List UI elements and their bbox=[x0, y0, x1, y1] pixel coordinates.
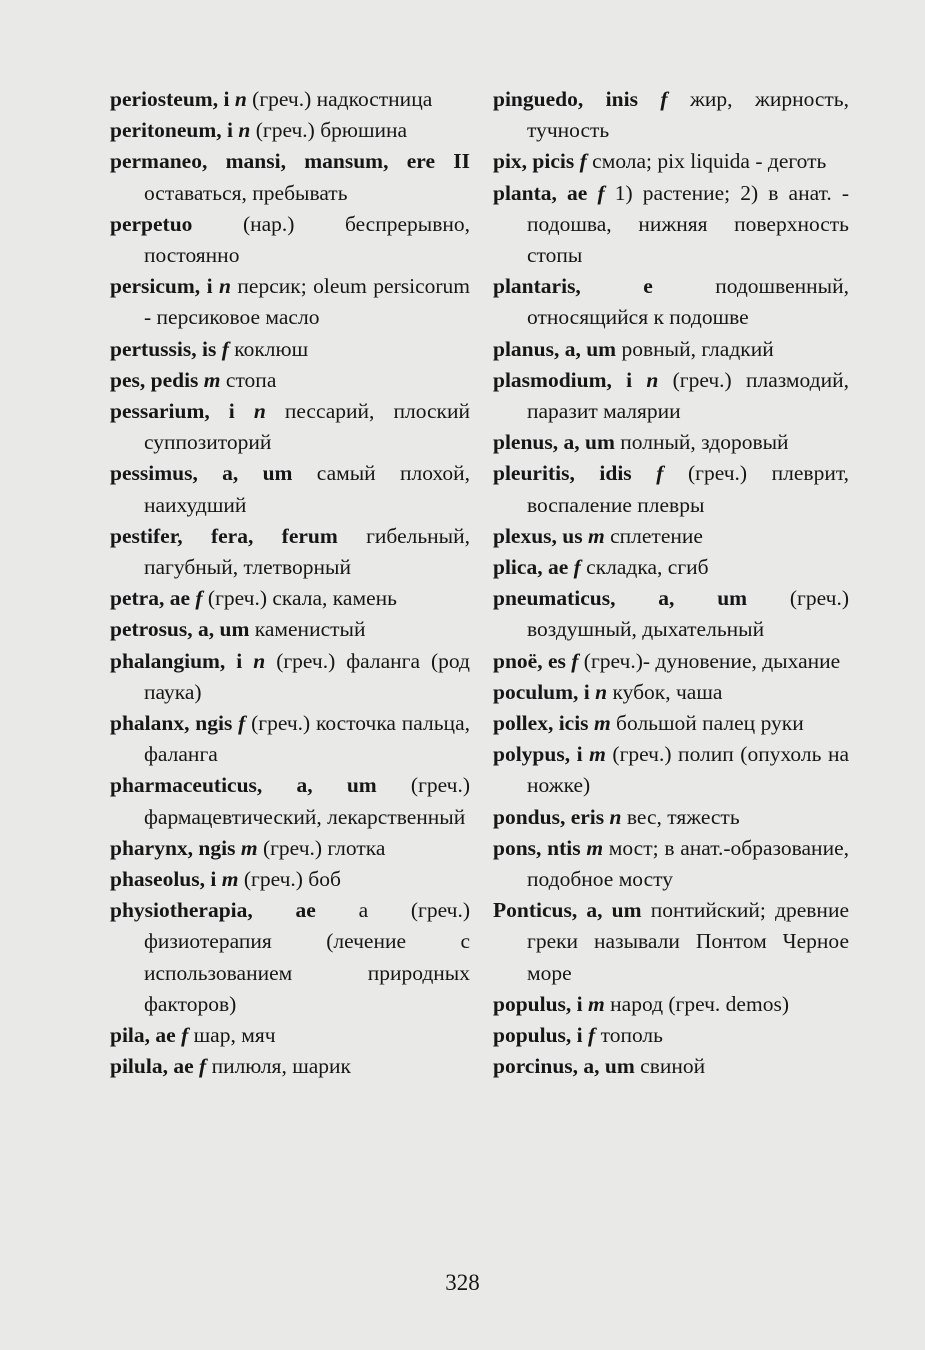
dictionary-entry: pharmaceuticus, a, um (греч.) фармацевтический, лекарственный bbox=[110, 773, 470, 829]
dictionary-entry: perpetuo (нар.) беспрерывно, постоянно bbox=[110, 211, 470, 268]
dictionary-entry: petra, ae f (греч.) скала, камень bbox=[110, 586, 397, 611]
dictionary-entry: peritoneum, i n (греч.) брюшина bbox=[110, 118, 408, 143]
dictionary-entry: planta, ae f 1) растение; 2) в анат. - подошва, нижняя поверхность стопы bbox=[493, 180, 850, 268]
dictionary-entry: pessarium, i n пессарий, плоский суппозиторий bbox=[110, 399, 470, 455]
dictionary-entry: polypus, i m (греч.) полип (опухоль на ножке) bbox=[493, 742, 849, 798]
dictionary-entry: pneumaticus, a, um (греч.) воздушный, дыхательный bbox=[493, 586, 849, 642]
dictionary-entry: petrosus, a, um каменистый bbox=[110, 617, 366, 642]
dictionary-entry: poculum, i n кубок, чаша bbox=[493, 679, 723, 704]
dictionary-entry: pnoë, es f (греч.)- дуновение, дыхание bbox=[493, 648, 841, 673]
right-column bbox=[493, 84, 849, 1083]
page-number: 328 bbox=[445, 1270, 480, 1295]
left-column bbox=[110, 84, 470, 1083]
dictionary-entry: pondus, eris n вес, тяжесть bbox=[493, 804, 740, 829]
dictionary-entry: permaneo, mansi, mansum, ere II оставаться, пребывать bbox=[110, 149, 470, 205]
dictionary-entry: pestifer, fera, ferum гибельный, пагубный, тлетворный bbox=[110, 523, 470, 580]
dictionary-entry: pollex, icis m большой палец руки bbox=[493, 711, 804, 736]
dictionary-entry: Ponticus, a, um понтийский; древние греки называли Понтом Черное море bbox=[493, 898, 849, 985]
dictionary-entry: planus, a, um ровный, гладкий bbox=[493, 336, 774, 361]
dictionary-entry: pinguedo, inis f жир, жирность, тучность bbox=[493, 87, 849, 143]
dictionary-entry: pes, pedis m стопа bbox=[110, 367, 277, 392]
dictionary-entry: pila, ae f шар, мяч bbox=[110, 1023, 276, 1048]
dictionary-entry: pertussis, is f коклюш bbox=[110, 336, 309, 361]
dictionary-entry: phaseolus, i m (греч.) боб bbox=[110, 867, 341, 892]
dictionary-entry: plasmodium, i n (греч.) плазмодий, паразит малярии bbox=[493, 367, 849, 424]
dictionary-entry: periosteum, i n (греч.) надкостница bbox=[110, 87, 433, 111]
dictionary-entry: phalanx, ngis f (греч.) косточка пальца, фаланга bbox=[110, 711, 470, 767]
dictionary-entry: plantaris, e подошвенный, относящийся к подошве bbox=[493, 274, 849, 330]
dictionary-entry: plenus, a, um полный, здоровый bbox=[493, 430, 789, 455]
dictionary-entry: populus, i m народ (греч. demos) bbox=[493, 991, 789, 1016]
dictionary-entry: plexus, us m сплетение bbox=[493, 523, 703, 548]
dictionary-entry: physiotherapia, ae а (греч.) физиотерапия (лечение с использованием природных факторов) bbox=[110, 898, 470, 1016]
dictionary-entry: porcinus, a, um свиной bbox=[493, 1054, 706, 1079]
dictionary-entry: pix, picis f смола; pix liquida - деготь bbox=[493, 149, 827, 174]
dictionary-entry: pessimus, a, um самый плохой, наихудший bbox=[110, 461, 471, 517]
dictionary-entry: persicum, i n персик; oleum persicorum - персиковое масло bbox=[110, 274, 470, 330]
dictionary-entry: plica, ae f складка, сгиб bbox=[493, 555, 709, 580]
dictionary-entry: phalangium, i n (греч.) фаланга (род паука) bbox=[110, 648, 470, 704]
dictionary-entry: pharynx, ngis m (греч.) глотка bbox=[110, 835, 386, 860]
dictionary-entry: pilula, ae f пилюля, шарик bbox=[110, 1054, 351, 1079]
dictionary-entry: pons, ntis m мост; в анат.-образование, подобное мосту bbox=[493, 835, 849, 892]
dictionary-entry: pleuritis, idis f (греч.) плеврит, воспаление плевры bbox=[493, 461, 849, 517]
dictionary-entry: populus, i f тополь bbox=[493, 1023, 663, 1048]
